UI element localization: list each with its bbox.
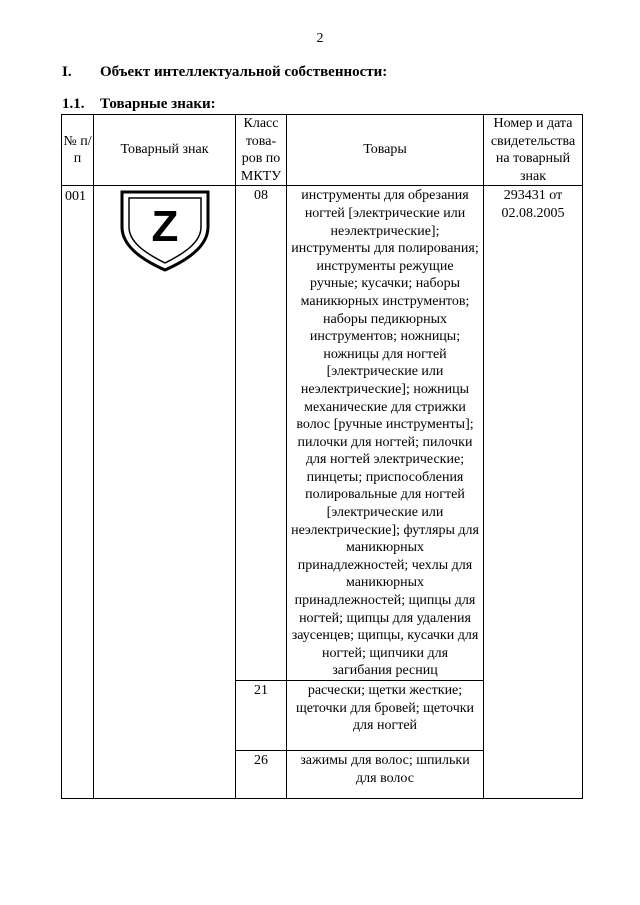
section-title: Объект интеллектуальной собственности: <box>100 64 388 80</box>
header-num: № п/п <box>62 115 94 186</box>
class-number: 08 <box>236 186 287 681</box>
logo-letter: Z <box>151 202 178 252</box>
section-heading <box>62 64 387 81</box>
header-class: Класс това-ров по МКТУ <box>236 115 287 186</box>
subsection-number: 1.1. <box>62 96 85 112</box>
page-number: 2 <box>316 31 324 46</box>
subsection-title: Товарные знаки: <box>100 96 216 112</box>
goods-list: расчески; щетки жесткие; щеточки для бровей; щеточки для ногтей <box>287 681 484 751</box>
table-row <box>62 186 583 681</box>
header-goods: Товары <box>287 115 484 186</box>
trademark-table <box>61 114 583 799</box>
trademark-shield-logo <box>118 189 212 273</box>
subsection-heading <box>62 96 216 113</box>
class-number: 21 <box>236 681 287 751</box>
goods-list: зажимы для волос; шпильки для волос <box>287 751 484 799</box>
certificate-info: 293431 от 02.08.2005 <box>484 186 583 799</box>
trademark-cell <box>94 186 236 799</box>
table-header-row <box>62 115 583 186</box>
header-trademark: Товарный знак <box>94 115 236 186</box>
section-number: I. <box>62 64 72 80</box>
header-certificate: Номер и дата свидетельства на товарный знак <box>484 115 583 186</box>
class-number: 26 <box>236 751 287 799</box>
row-number: 001 <box>62 186 94 799</box>
goods-list: инструменты для обрезания ногтей [электрические или неэлектрические]; инструменты для полирования; инструменты режущие ручные; кусачки; наборы маникюрных инструментов; наборы педикюрных инструментов; ножницы; ножницы для ногтей [электрические или неэлектрические]; ножницы механические для стрижки волос [ручные инструменты]; пилочки для ногтей; пилочки для ногтей электрические; пинцеты; приспособления полировальные для ногтей [электрические или неэлектрические]; футляры для маникюрных принадлежностей; чехлы для маникюрных принадлежностей; щипцы для ногтей; щипцы для удаления заусенцев; щипцы, кусачки для ногтей; щипчики для загибания ресниц <box>287 186 484 681</box>
